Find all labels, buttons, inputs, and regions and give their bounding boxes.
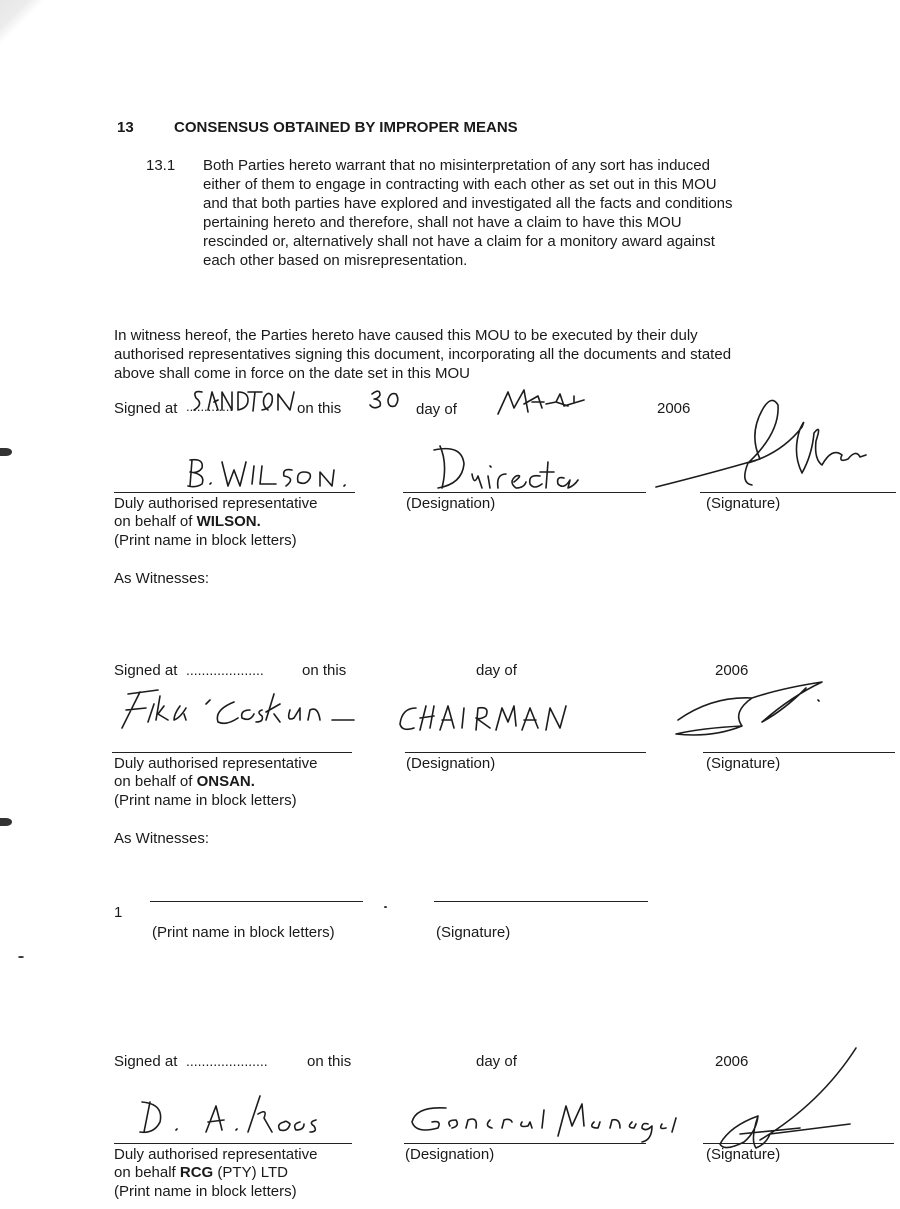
print-label: (Print name in block letters): [114, 1183, 297, 1200]
witness-name-line: [150, 901, 363, 902]
stray-mark: [18, 956, 24, 958]
clause-line: Both Parties hereto warrant that no misinterpretation of any sort has induced: [203, 157, 710, 174]
designation-label: (Designation): [406, 495, 496, 512]
section-number: 13: [117, 119, 134, 136]
on-this-label: on this: [307, 1053, 352, 1070]
party-name: RCG: [179, 1164, 214, 1181]
handwritten-name-wilson: [180, 452, 360, 492]
behalf-suffix: (PTY) LTD: [213, 1164, 288, 1181]
designation-line: [404, 1143, 646, 1144]
witness-clause-line: In witness hereof, the Parties hereto have caused this MOU to be executed by their duly: [114, 327, 698, 344]
handwritten-name-roos: [136, 1088, 326, 1144]
witness-number: 1: [114, 904, 123, 921]
year-label: 2006: [715, 662, 749, 679]
day-of-label: day of: [416, 401, 457, 418]
print-label: (Print name in block letters): [114, 792, 297, 809]
rep-label: Duly authorised representative: [114, 1146, 318, 1163]
handwritten-place-sandton: [190, 384, 300, 414]
signature-label: (Signature): [706, 495, 781, 512]
signed-at-dots: .............: [186, 399, 233, 414]
clause-line: and that both parties have explored and investigated all the facts and conditions: [203, 195, 733, 212]
signed-at-dots: .....................: [186, 1053, 268, 1069]
clause-line: rescinded or, alternatively shall not have a claim for a monitory award against: [203, 233, 715, 250]
handwritten-name-coskun: [114, 684, 364, 734]
day-of-label: day of: [476, 662, 517, 679]
handwritten-designation-chairman: [396, 698, 606, 738]
witness-clause-line: above shall come in force on the date set in this MOU: [114, 365, 471, 382]
section-title: CONSENSUS OBTAINED BY IMPROPER MEANS: [174, 119, 518, 136]
year-label: 2006: [715, 1053, 749, 1070]
designation-label: (Designation): [405, 1146, 495, 1163]
clause-line: each other based on misrepresentation.: [203, 252, 468, 269]
signature-line: [703, 1143, 894, 1144]
behalf-label: [114, 1164, 288, 1181]
signature-line: [703, 752, 895, 753]
behalf-prefix: on behalf: [114, 1164, 180, 1181]
behalf-prefix: on behalf of: [114, 773, 197, 790]
handwritten-month-may: [494, 382, 594, 418]
party-name: WILSON.: [196, 513, 261, 530]
party-name: ONSAN.: [196, 773, 255, 790]
designation-label: (Designation): [406, 755, 496, 772]
signature-label: (Signature): [706, 755, 781, 772]
page-corner-shadow: [0, 0, 80, 80]
on-this-label: on this: [297, 400, 342, 417]
name-line: [112, 752, 352, 753]
witness-print-label: (Print name in block letters): [152, 924, 335, 941]
print-label: (Print name in block letters): [114, 532, 297, 549]
signed-at-label: Signed at: [114, 1053, 178, 1070]
designation-line: [405, 752, 646, 753]
punch-hole-mark: [0, 448, 12, 456]
handwritten-day: [368, 388, 408, 412]
witness-signature-line: [434, 901, 648, 902]
witness-signature-label: (Signature): [436, 924, 511, 941]
year-label: 2006: [657, 400, 691, 417]
day-of-label: day of: [476, 1053, 517, 1070]
handwritten-designation-director: [428, 440, 588, 496]
behalf-label: [114, 773, 255, 790]
behalf-prefix: on behalf of: [114, 513, 197, 530]
clause-line: pertaining hereto and therefore, shall not have a claim to have this MOU: [203, 214, 682, 231]
witness-clause: [114, 326, 814, 383]
behalf-label: [114, 513, 261, 530]
name-line: [114, 1143, 352, 1144]
rep-label: Duly authorised representative: [114, 755, 318, 772]
witnesses-label: As Witnesses:: [114, 570, 210, 587]
stray-mark: [384, 906, 387, 908]
witness-clause-line: authorised representatives signing this document, incorporating all the documents and stated: [114, 346, 732, 363]
on-this-label: on this: [302, 662, 347, 679]
signed-at-label: Signed at: [114, 400, 178, 417]
witnesses-label: As Witnesses:: [114, 830, 210, 847]
clause-text: [203, 156, 813, 270]
handwritten-signature-wilson: [652, 393, 882, 499]
clause-number: 13.1: [146, 157, 176, 174]
name-line: [114, 492, 355, 493]
signed-at-dots: ....................: [186, 662, 264, 678]
clause-line: either of them to engage in contracting with each other as set out in this MOU: [203, 176, 717, 193]
handwritten-signature-onsan: [672, 676, 832, 742]
signed-at-label: Signed at: [114, 662, 178, 679]
punch-hole-mark: [0, 818, 12, 826]
signature-label: (Signature): [706, 1146, 781, 1163]
rep-label: Duly authorised representative: [114, 495, 318, 512]
